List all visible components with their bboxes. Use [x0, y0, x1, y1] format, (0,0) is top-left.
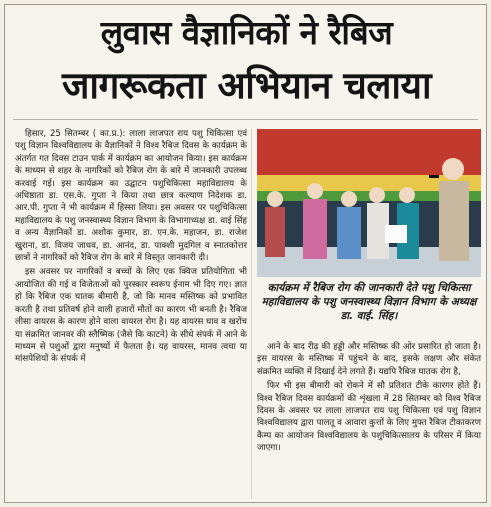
- article-paragraph: इस अवसर पर नागरिकों व बच्चों के लिए एक क्विज प्रतियोगिता भी आयोजित की गई व विजेताओं को पुरस्कार स्वरूप ईनाम भी दिए गए। ज्ञात हो कि रैबिज एक घातक बीमारी है, जो कि मानव मस्तिष्क को प्रभावित करती है तथा प्रतिवर्ष होने वाली हजारों मौतों का कारण भी बनती है। रैबिज लीसा वायरस के कारण होने वाला वायरल रोग है। यह वायरस घाव व खरोंच या संक्रमित जानवर की स्लैष्मिक (जैसे कि काटने) के सीधे संपर्क में आने के माध्यम से पशुओं द्वारा मनुष्यों में फैलता है। यह वायरस, मानव त्वचा या मांसपेशियों के संपर्क में: [15, 267, 247, 365]
- headline-rule: [13, 119, 478, 120]
- headline-line-2: जागरूकता अभियान चलाया: [61, 64, 432, 107]
- column-divider: [251, 129, 252, 499]
- article-column-right: [257, 341, 481, 457]
- article-paragraph: हिसार, 25 सितम्बर ( का.प्र.): लाला लाजपत राय पशु चिकित्सा एवं पशु विज्ञान विश्वविद्यालय के वैज्ञानिकों ने विश्व रैबिज दिवस के कार्यक्रम के अंतर्गत गत दिवस टाउन पार्क में कार्यक्रम का आयोजन किया। इस कार्यक्रम के माध्यम से शहर के नागरिकों को रैबिज रोग के बारे में जानकारी उपलब्ध करवाई गई। इस कार्यक्रम का उद्घाटन पशुचिकित्सा महाविद्यालय के अधिष्ठाता डा. एस.के. गुप्ता ने किया तथा छात्र कल्याण निदेशक डा. आर.पी. गुप्ता ने भी कार्यक्रम में हिस्सा लिया। इस अवसर पर पशुचिकित्सा महाविद्यालय के पशु जनस्वास्थ्य विज्ञान विभाग के विभागाध्यक्ष डा. वाई सिंह व अन्य वैज्ञानिकों डा. अशोक कुमार, डा. एन.के. महाजन, डा. राजेश खुराना, डा. विजय जाधव, डा. आनंद, डा. पाक्शी मुदगिल व स्नातकोत्तर छात्रों ने नागरिकों को रैबिज रोग के बारे में विस्तृत जानकारी दी।: [15, 129, 247, 264]
- news-photo: [257, 129, 481, 277]
- news-clipping: [4, 4, 487, 503]
- photo-illustration: [257, 129, 481, 277]
- headline-line-1: लुवास वैज्ञानिकों ने रैबिज: [100, 13, 393, 52]
- article-paragraph: फिर भी इस बीमारी को रोकने में सौ प्रतिशत टीके कारगर होते हैं। विश्व रैबिज दिवस कार्यक्रमों की शृंखला में 28 सितम्बर को विश्व रैबिज दिवस के अवसर पर लाला लाजपत राय पशु चिकित्सा एवं पशु विज्ञान विश्वविद्यालय द्वारा पालतू व आवारा कुत्तों के लिए मुफ्त रैबिज टीकाकरण कैम्प का आयोजन विश्वविद्यालय के पशुचिकित्सालय के परिसर में किया जाएगा।: [257, 381, 481, 454]
- article-paragraph: आने के बाद रीढ़ की हड्डी और मस्तिष्क की ओर प्रसारित हो जाता है। इस वायरस के मस्तिष्क में पहुंचने के बाद, इसके लक्षण और संकेत संक्रमित व्यक्ति में दिखाई देने लगते हैं। यद्यपि रैबिज घातक रोग है,: [257, 342, 481, 377]
- photo-caption: कार्यक्रम में रैबिज रोग की जानकारी देते पशु चिकित्सा महाविद्यालय के पशु जनस्वास्थ्य विज्ञान विभाग के अध्यक्ष डा. वाई. सिंह।: [261, 282, 477, 322]
- article-column-left: [15, 128, 247, 368]
